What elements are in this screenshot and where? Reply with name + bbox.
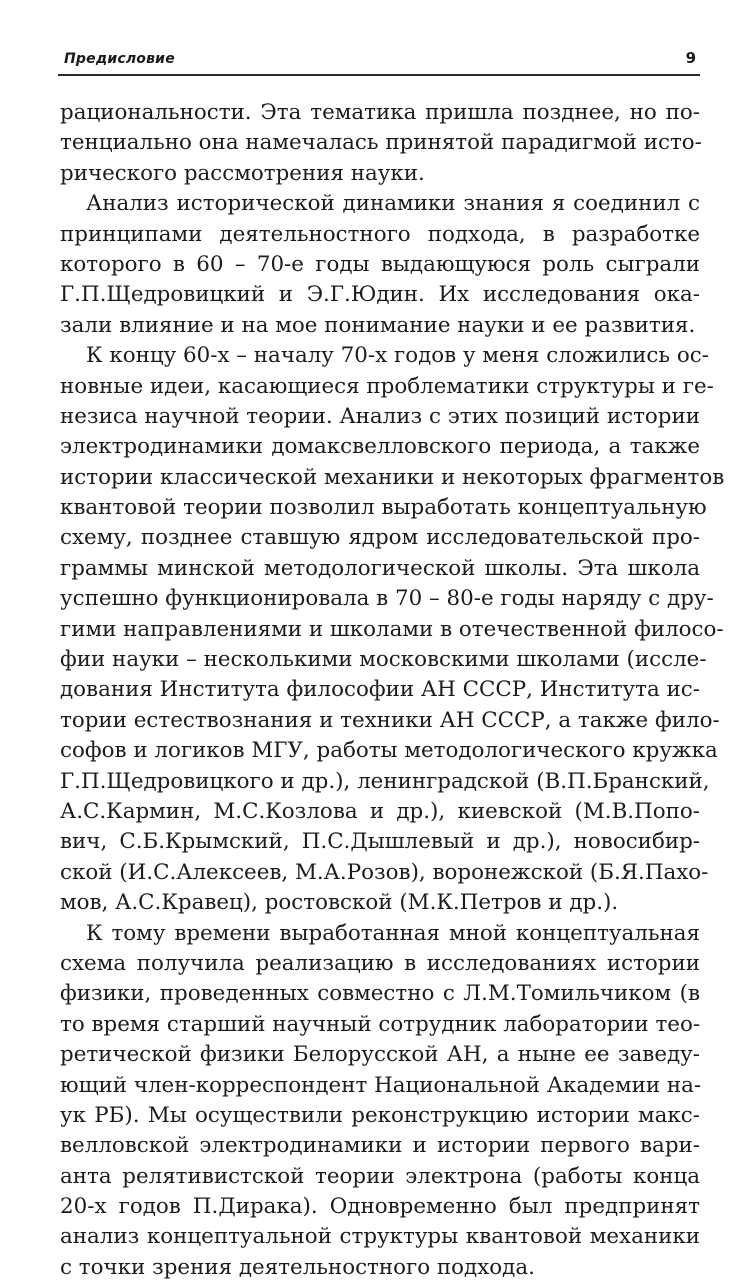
text-line: граммы минской методологической школы. Эта школа xyxy=(60,555,700,581)
paragraph xyxy=(60,919,700,1283)
text-line: истории классической механики и некоторых фрагментов xyxy=(60,464,725,490)
text-line: то время старший научный сотрудник лаборатории тео- xyxy=(60,1011,701,1037)
page-number: 9 xyxy=(685,49,696,67)
text-line: которого в 60 – 70-е годы выдающуюся роль сыграли xyxy=(60,251,700,277)
text-line: квантовой теории позволил выработать концептуальную xyxy=(60,495,707,521)
text-line: вич, С.Б.Крымский, П.С.Дышлевый и др.), новосибир- xyxy=(60,829,700,855)
text-line: гими направлениями и школами в отечественной филосо- xyxy=(60,616,724,642)
text-line: тенциально она намечалась принятой парадигмой исто- xyxy=(60,130,702,156)
text-line: тории естествознания и техники АН СССР, а также фило- xyxy=(60,707,720,733)
text-line: ретической физики Белорусской АН, а ныне ее заведу- xyxy=(60,1042,700,1068)
text-line: принципами деятельностного подхода, в разработке xyxy=(60,221,700,247)
text-line: ющий член-корреспондент Национальной Академии на- xyxy=(60,1072,702,1098)
text-line: А.С.Кармин, М.С.Козлова и др.), киевской (М.В.Попо- xyxy=(60,798,700,824)
text-line: физики, проведенных совместно с Л.М.Томильчиком (в xyxy=(60,981,700,1007)
text-line: мов, А.С.Кравец), ростовской (М.К.Петров и др.). xyxy=(60,890,619,916)
text-line: с точки зрения деятельностного подхода. xyxy=(60,1254,535,1280)
text-line: ской (И.С.Алексеев, М.А.Розов), воронежской (Б.Я.Пахо- xyxy=(60,859,709,885)
paragraph xyxy=(60,341,725,918)
text-line: 20-х годов П.Дирака). Одновременно был предпринят xyxy=(60,1194,700,1220)
text-line: Г.П.Щедровицкого и др.), ленинградской (В.П.Бранский, xyxy=(60,768,710,794)
paragraph xyxy=(60,98,700,189)
text-line: К концу 60-х – началу 70-х годов у меня сложились ос- xyxy=(86,343,709,369)
text-line: софов и логиков МГУ, работы методологического кружка xyxy=(60,738,718,764)
text-line: незиса научной теории. Анализ с этих позиций истории xyxy=(60,403,700,429)
text-line: Г.П.Щедровицкий и Э.Г.Юдин. Их исследования ока- xyxy=(60,282,700,308)
text-line: фии науки – несколькими московскими школами (иссле- xyxy=(60,647,707,673)
running-header xyxy=(58,46,700,76)
text-line: анта релятивистской теории электрона (работы конца xyxy=(60,1163,700,1189)
text-line: зали влияние и на мое понимание науки и ее развития. xyxy=(60,312,696,338)
text-line: К тому времени выработанная мной концептуальная xyxy=(86,920,700,946)
text-line: электродинамики домаксвелловского периода, а также xyxy=(60,434,700,460)
text-line: анализ концептуальной структуры квантовой механики xyxy=(60,1224,700,1250)
text-line: схема получила реализацию в исследованиях истории xyxy=(60,950,700,976)
text-line: ук РБ). Мы осуществили реконструкцию истории макс- xyxy=(60,1102,700,1128)
chapter-title: Предисловие xyxy=(64,51,175,67)
text-line: схему, позднее ставшую ядром исследовательской про- xyxy=(60,525,700,551)
text-line: рациональности. Эта тематика пришла позднее, но по- xyxy=(60,100,700,125)
text-line: дования Института философии АН СССР, Института ис- xyxy=(60,677,700,703)
text-line: успешно функционировала в 70 – 80-е годы наряду с дру- xyxy=(60,586,714,612)
text-line: новные идеи, касающиеся проблематики структуры и ге- xyxy=(60,373,714,399)
text-line: велловской электродинамики и истории первого вари- xyxy=(60,1133,700,1159)
text-line: рического рассмотрения науки. xyxy=(60,160,425,186)
body-text xyxy=(60,98,725,1283)
text-line: Анализ исторической динамики знания я соединил с xyxy=(86,191,700,217)
paragraph xyxy=(60,189,700,341)
